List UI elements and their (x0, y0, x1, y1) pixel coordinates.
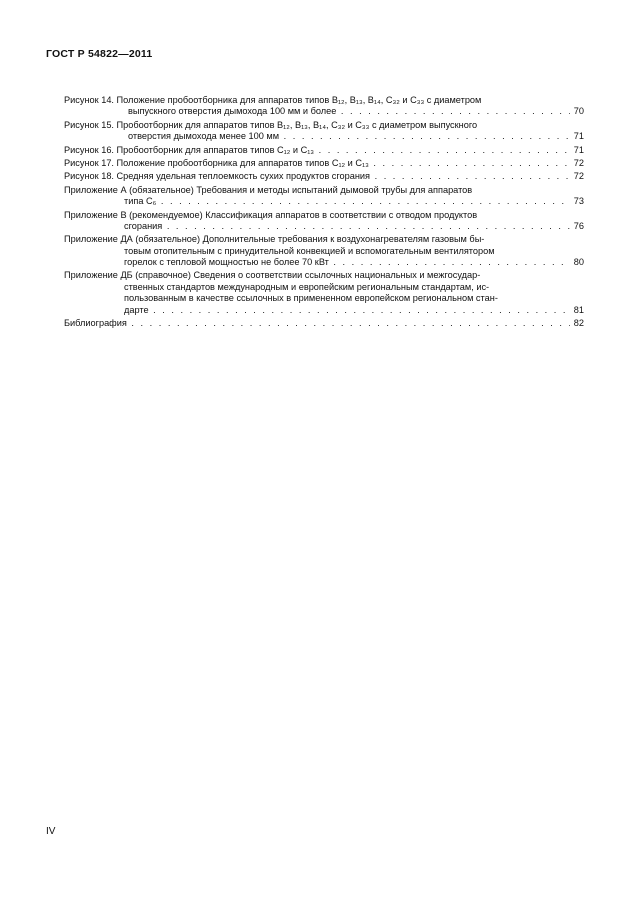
toc-page-number: 81 (570, 305, 584, 316)
page-header: ГОСТ Р 54822—2011 (46, 48, 153, 60)
toc-entry-text: дарте . . . 81 (64, 305, 584, 316)
toc-entry-text: Рисунок 17. Положение пробоотборника для аппаратов типов C₁₂ и C₁₃ . . . 72 (64, 158, 584, 169)
toc-page-number: 82 (570, 318, 584, 329)
toc-entry-appendix-da[interactable] (64, 234, 584, 268)
toc-page-number: 72 (570, 158, 584, 169)
toc-entry-figure-14[interactable] (64, 95, 584, 118)
toc-entry-text: выпускного отверстия дымохода 100 мм и более . . . 70 (64, 106, 584, 117)
toc-entry-text: отверстия дымохода менее 100 мм . . . 71 (64, 131, 584, 142)
table-of-contents (64, 95, 584, 331)
toc-entry-text: Рисунок 18. Средняя удельная теплоемкость сухих продуктов сгорания . . . 72 (64, 171, 584, 182)
toc-page-number: 80 (570, 257, 584, 268)
toc-entry-text: Приложение А (обязательное) Требования и методы испытаний дымовой трубы для аппаратов (64, 184, 473, 195)
toc-entry-text: пользованным в качестве ссылочных в примененном европейском региональном стан- (124, 293, 498, 304)
toc-page-number: 70 (570, 106, 584, 117)
toc-entry-text: типа C₆ . . . 73 (64, 196, 584, 207)
toc-entry-bibliography[interactable] (64, 318, 584, 329)
toc-entry-text: ственных стандартов международным и европейским региональным стандартам, ис- (124, 281, 490, 292)
toc-entry-text: Рисунок 14. Положение пробоотборника для аппаратов типов B₁₂, B₁₃, B₁₄, C₃₂ и C₃₃ с диаметром (64, 95, 482, 105)
toc-entry-text: товым отопительным с принудительной конвекцией и вспомогательным вентилятором (124, 245, 495, 256)
toc-entry-figure-15[interactable] (64, 120, 584, 143)
toc-page-number: 76 (570, 221, 584, 232)
toc-entry-figure-17[interactable] (64, 158, 584, 169)
toc-entry-appendix-db[interactable] (64, 270, 584, 316)
toc-page-number: 71 (570, 131, 584, 142)
page-number-footer: IV (46, 826, 56, 837)
toc-page-number: 72 (570, 171, 584, 182)
toc-page-number: 73 (570, 196, 584, 207)
toc-entry-text: Рисунок 16. Пробоотборник для аппаратов типов C₁₂ и C₁₃ . . . 71 (64, 145, 584, 156)
toc-entry-text: Приложение ДБ (справочное) Сведения о соответствии ссылочных национальных и межгосудар- (64, 270, 481, 281)
toc-entry-text: Библиография . . . 82 (64, 318, 584, 329)
toc-entry-text: сгорания . . . 76 (64, 221, 584, 232)
toc-entry-figure-18[interactable] (64, 171, 584, 182)
toc-entry-text: Приложение В (рекомендуемое) Классификация аппаратов в соответствии с отводом продуктов (64, 209, 478, 220)
toc-page-number: 71 (570, 145, 584, 156)
toc-entry-text: Рисунок 15. Пробоотборник для аппаратов типов B₁₂, B₁₃, B₁₄, C₃₂ и C₃₃ с диаметром выпускного (64, 119, 478, 130)
toc-entry-appendix-b[interactable] (64, 210, 584, 233)
toc-entry-figure-16[interactable] (64, 145, 584, 156)
toc-entry-appendix-a[interactable] (64, 185, 584, 208)
toc-entry-text: Приложение ДА (обязательное) Дополнительные требования к воздухонагревателям газовым бы- (64, 234, 485, 245)
toc-entry-text: горелок с тепловой мощностью не более 70 кВт . . . 80 (64, 257, 584, 268)
